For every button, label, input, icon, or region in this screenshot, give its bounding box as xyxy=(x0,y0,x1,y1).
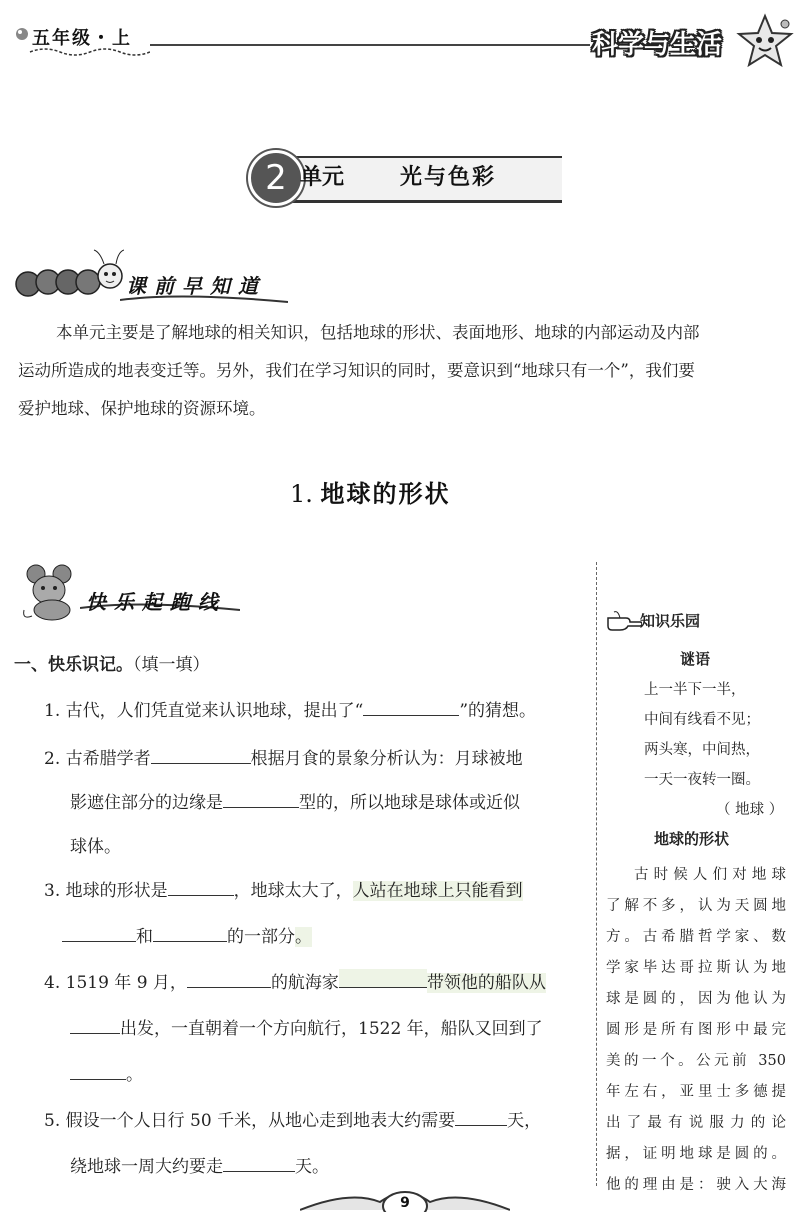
article-line: 学家毕达哥拉斯认为地 xyxy=(606,960,786,976)
riddle-line-2: 中间有线看不见； xyxy=(644,712,760,728)
unit-banner xyxy=(248,150,564,206)
header-rule xyxy=(150,44,590,46)
answer-blank-2b[interactable] xyxy=(223,789,299,808)
answer-blank-4d[interactable] xyxy=(70,1061,126,1080)
article-line: 方。古希腊哲学家、数 xyxy=(606,929,786,945)
header-series-title: 科学与生活 xyxy=(592,30,723,60)
riddle-line-3: 两头寒，中间热， xyxy=(644,742,760,758)
answer-blank-2a[interactable] xyxy=(151,745,251,764)
start-section-title: 快乐起跑线 xyxy=(86,590,226,614)
riddle-title: 谜语 xyxy=(680,650,711,668)
question-5: 5. 假设一个人日行 50 千米，从地心走到地表大约需要 天， xyxy=(44,1106,541,1131)
question-2-line-2: 影遮住部分的边缘是 型的，所以地球是球体或近似 xyxy=(70,788,520,813)
caterpillar-icon xyxy=(14,246,124,306)
riddle-answer: （ 地球 ） xyxy=(716,802,784,818)
article-line: 古时候人们对地球 xyxy=(634,867,786,883)
article-line: 美的一个。公元前 350 xyxy=(606,1053,786,1069)
article-line: 年左右，亚里士多德提 xyxy=(606,1084,786,1100)
question-2-line-3: 球体。 xyxy=(70,837,121,857)
riddle-line-4: 一天一夜转一圈。 xyxy=(644,772,760,788)
article-body xyxy=(606,860,786,1201)
header-grade: 五年级・上 xyxy=(32,28,132,49)
unit-label: 单元 xyxy=(300,165,345,190)
pointing-hand-icon xyxy=(606,608,642,632)
answer-blank-4a[interactable] xyxy=(187,969,271,988)
unit-name: 光与色彩 xyxy=(400,165,497,190)
answer-blank-5a[interactable] xyxy=(455,1107,507,1126)
unit-number: 2 xyxy=(248,150,304,206)
riddle-line-1: 上一半下一半， xyxy=(644,682,746,698)
question-3-line-2: 和 的一部分。 xyxy=(62,922,312,947)
answer-blank-5b[interactable] xyxy=(223,1153,295,1172)
sidebar-divider xyxy=(596,562,597,1186)
article-line: 球是圆的，因为他认为 xyxy=(606,991,786,1007)
answer-blank-3c[interactable] xyxy=(153,923,227,942)
lesson-title xyxy=(290,474,451,509)
article-line: 据，证明地球是圆的。 xyxy=(606,1146,786,1162)
preview-text-line-3: 爱护地球、保护地球的资源环境。 xyxy=(18,399,266,418)
question-1: 1. 古代，人们凭直觉来认识地球，提出了“ ”的猜想。 xyxy=(44,696,536,721)
answer-blank-3a[interactable] xyxy=(168,877,234,896)
article-title: 地球的形状 xyxy=(654,830,730,848)
question-3: 3. 地球的形状是 ，地球太大了，人站在地球上只能看到 xyxy=(44,876,523,901)
question-2: 2. 古希腊学者 根据月食的景象分析认为：月球被地 xyxy=(44,744,523,769)
article-line: 圆形是所有图形中最完 xyxy=(606,1022,786,1038)
page-number: 9 xyxy=(400,1195,410,1211)
preview-text-line-1: 本单元主要是了解地球的相关知识，包括地球的形状、表面地形、地球的内部运动及内部 xyxy=(56,323,700,342)
mouse-icon xyxy=(18,562,88,622)
preview-section-title: 课前早知道 xyxy=(126,274,266,298)
exercise-heading: 一、快乐识记。（填一填） xyxy=(14,655,210,675)
question-4-line-2: 出发，一直朝着一个方向航行，1522 年，船队又回到了 xyxy=(70,1014,543,1039)
lesson-name: 地球的形状 xyxy=(320,480,451,508)
answer-blank-1[interactable] xyxy=(363,697,459,716)
answer-blank-4b[interactable] xyxy=(339,969,427,988)
question-5-line-2: 绕地球一周大约要走 天。 xyxy=(70,1152,329,1177)
answer-blank-3b[interactable] xyxy=(62,923,136,942)
article-line: 出了最有说服力的论 xyxy=(606,1115,786,1131)
answer-blank-4c[interactable] xyxy=(70,1015,120,1034)
lesson-number: 1. xyxy=(290,480,313,508)
article-line: 了解不多，认为天圆地 xyxy=(606,898,786,914)
star-mascot-icon xyxy=(735,12,795,72)
question-4: 4. 1519 年 9 月， 的航海家 带领他的船队从 xyxy=(44,968,546,993)
question-4-line-3: 。 xyxy=(70,1060,143,1085)
preview-text-line-2: 运动所造成的地表变迁等。另外，我们在学习知识的同时，要意识到“地球只有一个”，我们要 xyxy=(18,361,695,380)
article-line: 他的理由是：驶入大海 xyxy=(606,1177,786,1193)
sidebar-title: 知识乐园 xyxy=(640,612,701,630)
